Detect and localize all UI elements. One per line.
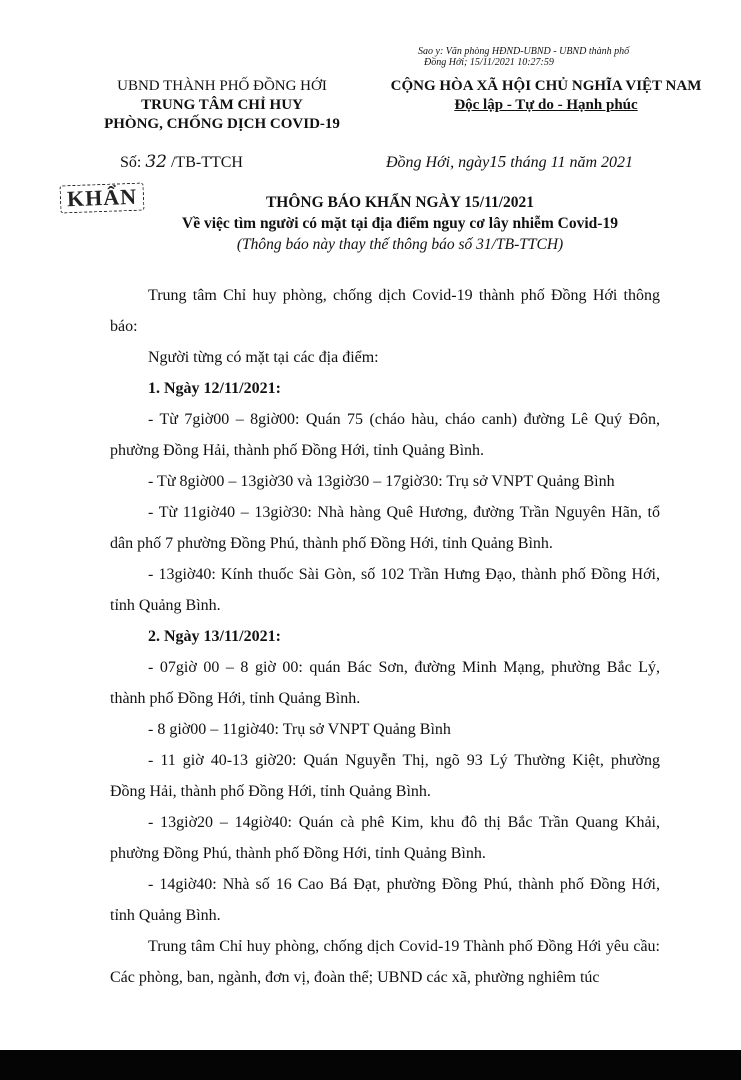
national-header	[356, 77, 736, 115]
document-number-suffix: /TB-TTCH	[170, 154, 243, 171]
agency-line-3: PHÒNG, CHỐNG DỊCH COVID-19	[104, 116, 340, 132]
location-entry: - 07giờ 00 – 8 giờ 00: quán Bác Sơn, đường Minh Mạng, phường Bắc Lý, thành phố Đồng Hới, tỉnh Quảng Bình.	[110, 659, 660, 707]
national-title: CỘNG HÒA XÃ HỘI CHỦ NGHĨA VIỆT NAM	[390, 78, 702, 94]
date-section-heading: 2. Ngày 13/11/2021:	[148, 628, 281, 645]
national-motto: Độc lập - Tự do - Hạnh phúc	[454, 97, 638, 113]
agency-line-1: UBND THÀNH PHỐ ĐỒNG HỚI	[117, 78, 327, 94]
scan-bottom-edge	[0, 1050, 741, 1080]
notice-title: THÔNG BÁO KHẨN NGÀY 15/11/2021	[265, 194, 535, 211]
notice-subtitle: Về việc tìm người có mặt tại địa điểm nguy cơ lây nhiễm Covid-19	[182, 215, 618, 232]
certified-copy-note	[418, 46, 629, 68]
location-entry: - 13giờ20 – 14giờ40: Quán cà phê Kim, khu đô thị Bắc Trần Quang Khải, phường Đồng Phú, thành phố Đồng Hới, tỉnh Quảng Bình.	[110, 814, 660, 862]
notice-body	[110, 280, 660, 993]
location-entry: - 11 giờ 40-13 giờ20: Quán Nguyễn Thị, ngõ 93 Lý Thường Kiệt, phường Đồng Hải, thành phố Đồng Hới, tỉnh Quảng Bình.	[110, 752, 660, 800]
urgent-stamp: KHẨN	[60, 183, 145, 214]
location-entry: - 13giờ40: Kính thuốc Sài Gòn, số 102 Trần Hưng Đạo, thành phố Đồng Hới, tỉnh Quảng Bình.	[110, 566, 660, 614]
date-day: 15	[489, 152, 507, 171]
date-prefix: Đồng Hới, ngày	[386, 154, 490, 171]
location-entry: - 14giờ40: Nhà số 16 Cao Bá Đạt, phường Đồng Phú, thành phố Đồng Hới, tỉnh Quảng Bình.	[110, 876, 660, 924]
certified-copy-line: Sao y: Văn phòng HĐND-UBND - UBND thành phố	[418, 46, 630, 57]
date-suffix: tháng 11 năm 2021	[510, 154, 634, 171]
document-number-prefix: Số:	[120, 154, 142, 171]
location-entry: - Từ 8giờ00 – 13giờ30 và 13giờ30 – 17giờ30: Trụ sở VNPT Quảng Bình	[148, 473, 615, 490]
replacement-note: (Thông báo này thay thế thông báo số 31/TB-TTCH)	[236, 236, 564, 253]
date-section-heading: 1. Ngày 12/11/2021:	[148, 380, 281, 397]
certified-copy-line: Đồng Hới; 15/11/2021 10:27:59	[424, 57, 554, 68]
agency-line-2: TRUNG TÂM CHỈ HUY	[141, 97, 303, 113]
issuing-agency-header	[72, 77, 372, 134]
body-paragraph: Người từng có mặt tại các địa điểm:	[148, 349, 379, 366]
date-line	[386, 152, 633, 172]
location-entry: - Từ 7giờ00 – 8giờ00: Quán 75 (cháo hàu, cháo canh) đường Lê Quý Đôn, phường Đồng Hải, thành phố Đồng Hới, tỉnh Quảng Bình.	[110, 411, 660, 459]
location-entry: - Từ 11giờ40 – 13giờ30: Nhà hàng Quê Hương, đường Trần Nguyên Hãn, tổ dân phố 7 phường Đồng Phú, thành phố Đồng Hới, tỉnh Quảng Bình.	[110, 504, 660, 552]
location-entry: - 8 giờ00 – 11giờ40: Trụ sở VNPT Quảng Bình	[148, 721, 451, 738]
body-paragraph: Trung tâm Chỉ huy phòng, chống dịch Covid-19 thành phố Đồng Hới thông báo:	[110, 287, 660, 335]
body-paragraph: Trung tâm Chỉ huy phòng, chống dịch Covid-19 Thành phố Đồng Hới yêu cầu: Các phòng, ban, ngành, đơn vị, đoàn thể; UBND các xã, phường nghiêm túc	[110, 938, 660, 986]
document-number	[120, 152, 243, 172]
document-number-value: 32	[145, 152, 167, 172]
